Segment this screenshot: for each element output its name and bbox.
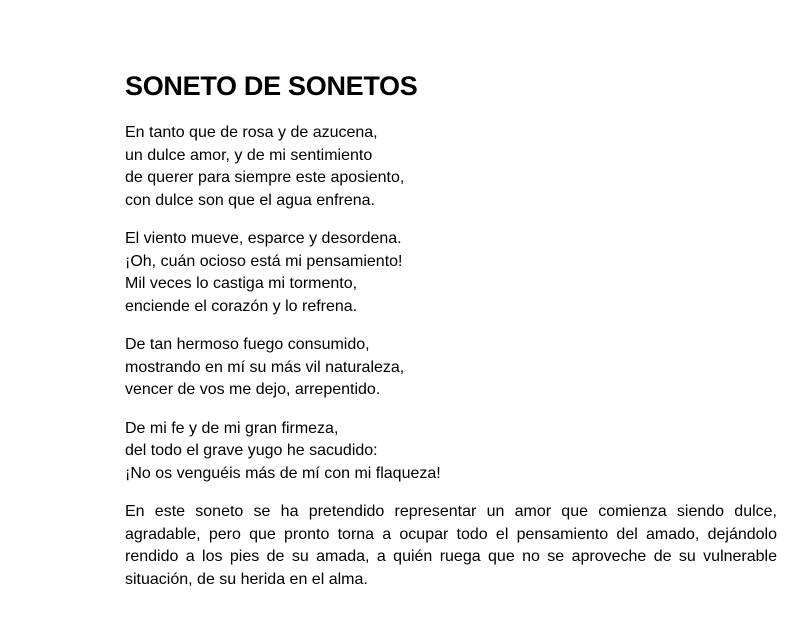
verse-line: De mi fe y de mi gran firmeza, xyxy=(125,419,339,437)
stanza-4 xyxy=(125,418,777,486)
verse-line: De tan hermoso fuego consumido, xyxy=(125,336,370,353)
verse-line: del todo el grave yugo he sacudido: xyxy=(125,442,378,459)
stanza-1 xyxy=(125,122,777,212)
verse-line: El viento mueve, esparce y desordena. xyxy=(125,230,402,247)
verse-line: de querer para siempre este aposiento, xyxy=(125,169,405,186)
document-title: SONETO DE SONETOS xyxy=(125,71,418,101)
stanza-2 xyxy=(125,228,777,318)
verse-line: mostrando en mí su más vil naturaleza, xyxy=(125,358,405,376)
commentary-paragraph: En este soneto se ha pretendido representar un amor que comienza siendo dulce, agradable, pero que pronto torna a ocupar todo el pensamiento del amado, dejándolo rendido a los pies de su amada, a quién ruega que no se aproveche de su vulnerable situación, de su herida en el alma. xyxy=(125,503,777,588)
verse-line: Mil veces lo castiga mi tormento, xyxy=(125,275,358,292)
stanza-3 xyxy=(125,334,777,402)
verse-line: un dulce amor, y de mi sentimiento xyxy=(125,146,373,164)
verse-line: enciende el corazón y lo refrena. xyxy=(125,297,358,315)
document-page xyxy=(125,68,777,591)
verse-line: En tanto que de rosa y de azucena, xyxy=(125,124,378,141)
verse-line: ¡No os venguéis más de mí con mi flaqueza! xyxy=(125,464,441,482)
verse-line: ¡Oh, cuán ocioso está mi pensamiento! xyxy=(125,252,403,270)
verse-line: vencer de vos me dejo, arrepentido. xyxy=(125,381,381,398)
verse-line: con dulce son que el agua enfrena. xyxy=(125,191,375,209)
